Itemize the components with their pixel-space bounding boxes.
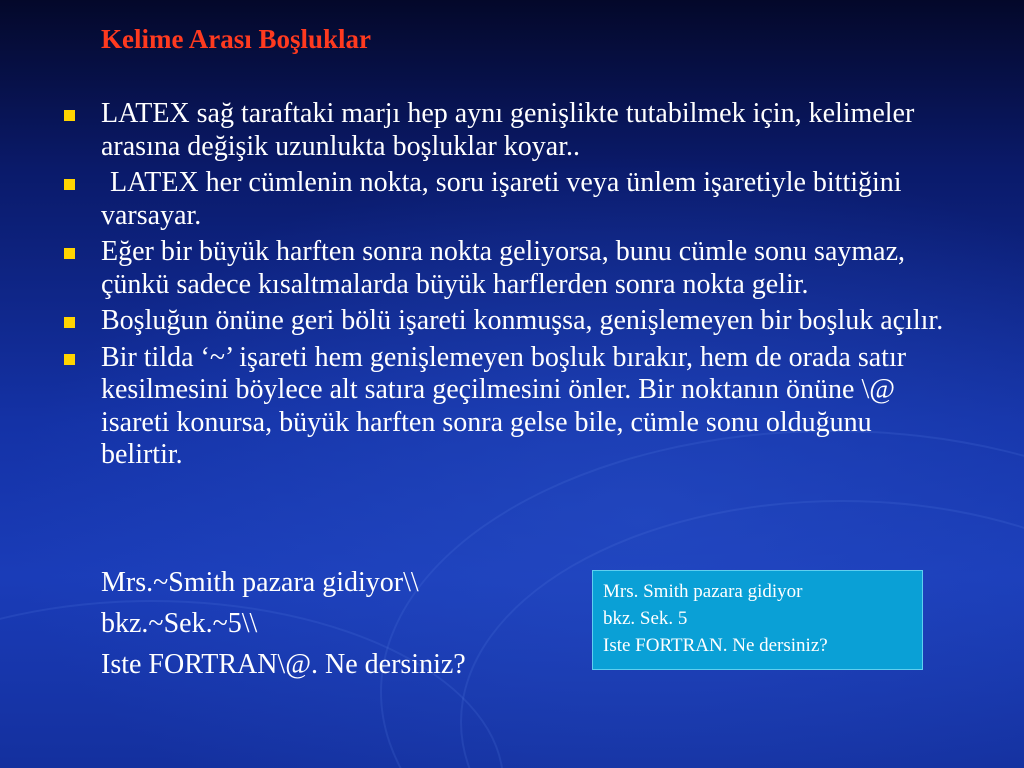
bullet-item — [60, 167, 950, 232]
output-line: Iste FORTRAN. Ne dersiniz? — [603, 635, 828, 656]
output-line: Mrs. Smith pazara gidiyor — [603, 581, 803, 602]
slide-title: Kelime Arası Boşluklar — [101, 24, 371, 54]
rendered-output-box — [592, 570, 923, 670]
bullet-item — [60, 236, 950, 301]
bullet-text: Boşluğun önüne geri bölü işareti konmuşsa, genişlemeyen bir boşluk açılır. — [101, 305, 944, 336]
bullet-item — [60, 342, 950, 472]
square-bullet-icon — [64, 317, 75, 328]
code-line: bkz.~Sek.~5\\ — [101, 608, 258, 639]
bullet-list — [60, 98, 950, 476]
bullet-text: LATEX her cümlenin nokta, soru işareti veya ünlem işaretiyle bittiğini varsayar. — [101, 167, 902, 231]
square-bullet-icon — [64, 354, 75, 365]
square-bullet-icon — [64, 248, 75, 259]
latex-code-example — [101, 562, 466, 685]
bullet-text: Eğer bir büyük harften sonra nokta geliyorsa, bunu cümle sonu saymaz, çünkü sadece kısaltmalarda büyük harflerden sonra nokta gelir. — [101, 236, 906, 300]
output-line: bkz. Sek. 5 — [603, 608, 688, 629]
code-line: Mrs.~Smith pazara gidiyor\\ — [101, 567, 419, 598]
bullet-item — [60, 98, 950, 163]
bullet-text: Bir tilda ‘~’ işareti hem genişlemeyen boşluk bırakır, hem de orada satır kesilmesini böylece alt satıra geçilmesini önler. Bir noktanın önüne \@ isareti konursa, büyük harften sonra gelse bile, cümle sonu olduğunu belirtir. — [101, 341, 907, 470]
square-bullet-icon — [64, 179, 75, 190]
bullet-item — [60, 305, 950, 338]
square-bullet-icon — [64, 110, 75, 121]
bullet-text: LATEX sağ taraftaki marjı hep aynı genişlikte tutabilmek için, kelimeler arasına değişik uzunlukta boşluklar koyar.. — [101, 98, 915, 162]
code-line: Iste FORTRAN\@. Ne dersiniz? — [101, 649, 466, 680]
